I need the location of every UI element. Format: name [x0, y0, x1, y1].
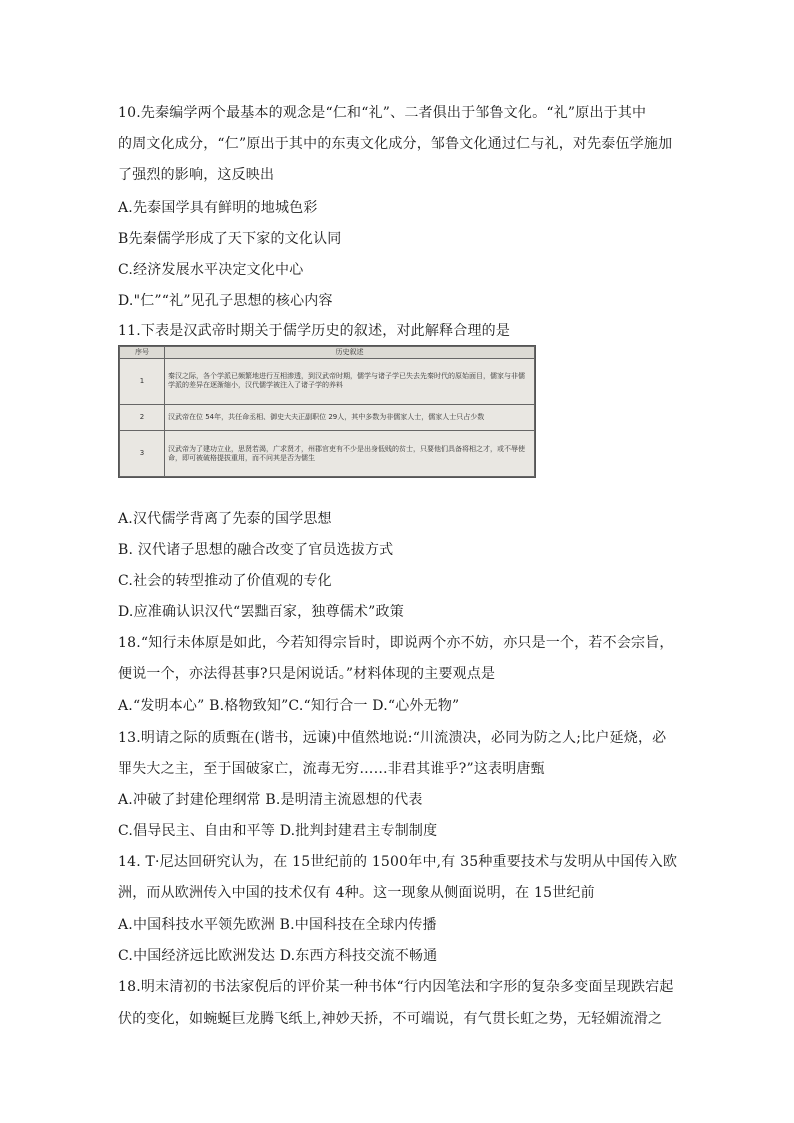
table-header-index: 序号 — [120, 347, 165, 359]
q13-options-cd: C.倡导民主、自由和平等 D.批判封建君主专制制度 — [118, 823, 438, 839]
q14-stem-line-2: 洲，而从欧洲传入中国的技术仅有 4种。这一现象从侧面说明，在 15世纪前 — [118, 885, 595, 901]
q15-stem-line-2: 伏的变化，如蜿蜒巨龙腾飞纸上,神妙天挢，不可端说，有气贯长虹之势，无轻媚流滑之 — [118, 1011, 663, 1027]
table-cell-index: 1 — [120, 359, 165, 405]
table-cell-text: 汉武帝在位 54年，共任命丞相、御史大夫正副职位 29人，其中多数为非儒家人士，儒家人士只占少数 — [165, 404, 535, 430]
table-cell-index: 3 — [120, 431, 165, 477]
table-cell-text: 秦汉之际，各个学派已频繁地进行互相渗透，到汉武帝时期，儒学与诸子学已失去先秦时代的原始面目，儒家与非儒学派的差异在逐渐缩小，汉代儒学被注入了诸子学的养料 — [165, 359, 535, 405]
table-header-narrative: 历史叙述 — [165, 347, 535, 359]
q13-stem-line-1: 13.明请之际的质甄在(谐书，远谏)中值然地说:“川流溃决，必同为防之人;比户延烧，必 — [118, 730, 667, 746]
q11-option-d: D.应准确认识汉代“罢黜百家，独尊儒术”政策 — [118, 604, 404, 620]
table-cell-text: 汉武帝为了建功立业，思贤若渴，广求贤才，州郡官吏有不少是出身低贱的贫士，只要他们具备将相之才，或不辱使命，即可被破格提拔重用，而不问其是否为儒生 — [165, 431, 535, 477]
q10-stem-line-3: 了强烈的影响，这反映出 — [118, 167, 275, 183]
q10-stem-line-1: 10.先秦编学两个最基本的观念是“仁和“礼”、二者俱出于邹鲁文化。“礼”原出于其中 — [118, 105, 647, 121]
q11-stem: 11.下表是汉武帝时期关于儒学历史的叙述，对此解释合理的是 — [118, 323, 511, 339]
table-cell-index: 2 — [120, 404, 165, 430]
table-row — [120, 359, 535, 405]
q12-stem-line-1: 18.“知行未体原是如此，今若知得宗旨时，即说两个亦不妨，亦只是一个，若不会宗旨， — [118, 635, 674, 651]
history-table — [118, 345, 536, 478]
q14-stem-line-1: 14. T·尼达回研究认为，在 15世纪前的 1500年中,有 35种重要技术与发明从中国传入欧 — [118, 854, 678, 870]
q15-stem-line-1: 18.明末清初的书法家倪后的评价某一种书体“行内因笔法和字形的复杂多变面呈现跌宕起 — [118, 979, 674, 995]
q10-stem-line-2: 的周文化成分，“仁”原出于其中的东夷文化成分，邹鲁文化通过仁与礼，对先泰伍学施加 — [118, 136, 673, 152]
q10-option-d: D."仁”“礼”见孔子思想的核心内容 — [118, 293, 333, 309]
q11-option-b: B. 汉代诸子思想的融合改变了官员选拔方式 — [118, 542, 394, 558]
q12-stem-line-2: 便说一个，亦法得甚事?只是闲说话。”材料体现的主要观点是 — [118, 666, 496, 682]
table-row — [120, 404, 535, 430]
q12-options: A.“发明本心” B.格物致知”C.“知行合一 D.“心外无物” — [118, 698, 460, 714]
q10-option-b: B先秦儒学形成了天下家的文化认同 — [118, 231, 342, 247]
q10-option-a: A.先泰国学具有鲜明的地城色彩 — [118, 200, 318, 216]
q11-option-c: C.社会的转型推动了价值观的专化 — [118, 573, 332, 589]
q14-options-ab: A.中国科技水平领先欧洲 B.中国科技在全球内传播 — [118, 917, 437, 933]
q11-option-a: A.汉代儒学背离了先泰的国学思想 — [118, 511, 332, 527]
q14-options-cd: C.中国经济远比欧洲发达 D.东西方科技交流不畅通 — [118, 948, 438, 964]
q13-stem-line-2: 罪失大之主，至于国破家亡，流毒无穷……非君其谁乎?”这表明唐甄 — [118, 761, 545, 777]
q13-options-ab: A.冲破了封建伦理纲常 B.是明清主流恩想的代表 — [118, 792, 423, 808]
q10-option-c: C.经济发展水平决定文化中心 — [118, 262, 304, 278]
table-row — [120, 431, 535, 477]
